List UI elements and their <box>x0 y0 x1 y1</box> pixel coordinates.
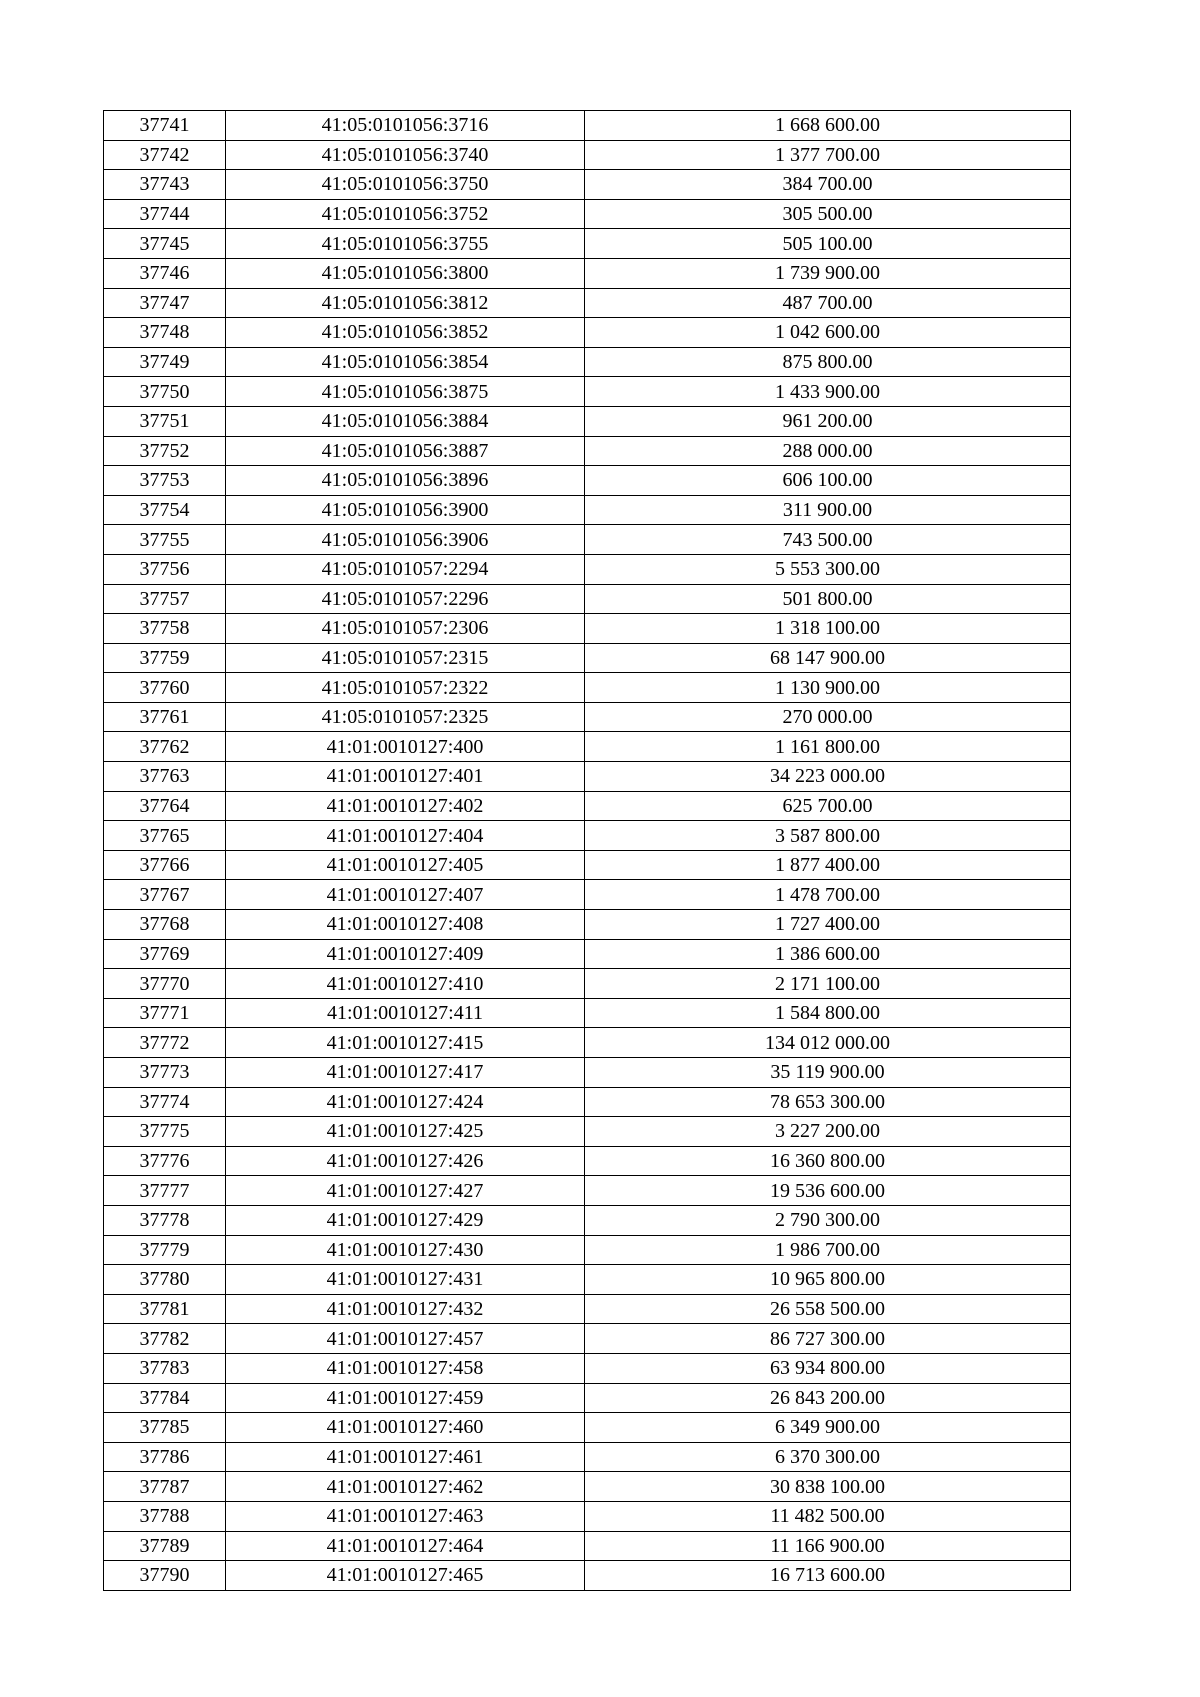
cadastral-number-cell: 41:01:0010127:429 <box>226 1205 585 1235</box>
row-number-cell: 37751 <box>104 406 226 436</box>
row-number-cell: 37743 <box>104 170 226 200</box>
table-row <box>104 288 1071 318</box>
table-row <box>104 140 1071 170</box>
cadastral-value-cell: 288 000.00 <box>585 436 1071 466</box>
table-row <box>104 1442 1071 1472</box>
cadastral-value-cell: 625 700.00 <box>585 791 1071 821</box>
row-number-cell: 37753 <box>104 466 226 496</box>
row-number-cell: 37777 <box>104 1176 226 1206</box>
cadastral-number-cell: 41:01:0010127:430 <box>226 1235 585 1265</box>
cadastral-number-cell: 41:05:0101057:2306 <box>226 614 585 644</box>
row-number-cell: 37779 <box>104 1235 226 1265</box>
cadastral-value-cell: 487 700.00 <box>585 288 1071 318</box>
cadastral-number-cell: 41:05:0101056:3884 <box>226 406 585 436</box>
table-row <box>104 495 1071 525</box>
cadastral-value-cell: 1 433 900.00 <box>585 377 1071 407</box>
table-row <box>104 998 1071 1028</box>
table-row <box>104 1028 1071 1058</box>
cadastral-number-cell: 41:05:0101056:3896 <box>226 466 585 496</box>
row-number-cell: 37745 <box>104 229 226 259</box>
cadastral-number-cell: 41:05:0101056:3900 <box>226 495 585 525</box>
cadastral-value-cell: 134 012 000.00 <box>585 1028 1071 1058</box>
table-row <box>104 732 1071 762</box>
cadastral-number-cell: 41:01:0010127:407 <box>226 880 585 910</box>
cadastral-value-cell: 1 986 700.00 <box>585 1235 1071 1265</box>
row-number-cell: 37758 <box>104 614 226 644</box>
row-number-cell: 37770 <box>104 969 226 999</box>
cadastral-number-cell: 41:01:0010127:404 <box>226 821 585 851</box>
cadastral-number-cell: 41:01:0010127:465 <box>226 1561 585 1591</box>
cadastral-value-cell: 2 790 300.00 <box>585 1205 1071 1235</box>
cadastral-value-cell: 10 965 800.00 <box>585 1265 1071 1295</box>
cadastral-number-cell: 41:05:0101056:3800 <box>226 258 585 288</box>
cadastral-value-cell: 1 318 100.00 <box>585 614 1071 644</box>
row-number-cell: 37778 <box>104 1205 226 1235</box>
row-number-cell: 37750 <box>104 377 226 407</box>
table-row <box>104 969 1071 999</box>
table-row <box>104 1383 1071 1413</box>
table-row <box>104 1087 1071 1117</box>
cadastral-value-cell: 1 727 400.00 <box>585 910 1071 940</box>
cadastral-value-cell: 11 166 900.00 <box>585 1531 1071 1561</box>
table-row <box>104 1413 1071 1443</box>
cadastral-number-cell: 41:01:0010127:424 <box>226 1087 585 1117</box>
cadastral-number-cell: 41:01:0010127:458 <box>226 1353 585 1383</box>
table-row <box>104 584 1071 614</box>
row-number-cell: 37787 <box>104 1472 226 1502</box>
table-row <box>104 436 1071 466</box>
cadastral-value-cell: 1 386 600.00 <box>585 939 1071 969</box>
table-row <box>104 702 1071 732</box>
cadastral-number-cell: 41:01:0010127:415 <box>226 1028 585 1058</box>
cadastral-number-cell: 41:05:0101057:2325 <box>226 702 585 732</box>
row-number-cell: 37768 <box>104 910 226 940</box>
table-row <box>104 673 1071 703</box>
cadastral-number-cell: 41:05:0101057:2296 <box>226 584 585 614</box>
row-number-cell: 37762 <box>104 732 226 762</box>
table-row <box>104 170 1071 200</box>
cadastral-value-cell: 961 200.00 <box>585 406 1071 436</box>
cadastral-number-cell: 41:01:0010127:464 <box>226 1531 585 1561</box>
row-number-cell: 37785 <box>104 1413 226 1443</box>
cadastral-number-cell: 41:01:0010127:411 <box>226 998 585 1028</box>
table-row <box>104 1205 1071 1235</box>
row-number-cell: 37775 <box>104 1117 226 1147</box>
cadastral-number-cell: 41:01:0010127:425 <box>226 1117 585 1147</box>
row-number-cell: 37759 <box>104 643 226 673</box>
table-row <box>104 347 1071 377</box>
cadastral-number-cell: 41:01:0010127:405 <box>226 850 585 880</box>
cadastral-value-cell: 1 377 700.00 <box>585 140 1071 170</box>
cadastral-value-cell: 68 147 900.00 <box>585 643 1071 673</box>
cadastral-value-cell: 63 934 800.00 <box>585 1353 1071 1383</box>
cadastral-value-cell: 6 370 300.00 <box>585 1442 1071 1472</box>
table-row <box>104 318 1071 348</box>
cadastral-number-cell: 41:01:0010127:431 <box>226 1265 585 1295</box>
row-number-cell: 37771 <box>104 998 226 1028</box>
cadastral-value-cell: 1 668 600.00 <box>585 111 1071 141</box>
cadastral-value-cell: 30 838 100.00 <box>585 1472 1071 1502</box>
cadastral-number-cell: 41:05:0101056:3716 <box>226 111 585 141</box>
row-number-cell: 37767 <box>104 880 226 910</box>
row-number-cell: 37769 <box>104 939 226 969</box>
table-row <box>104 1265 1071 1295</box>
cadastral-number-cell: 41:01:0010127:427 <box>226 1176 585 1206</box>
cadastral-value-cell: 606 100.00 <box>585 466 1071 496</box>
cadastral-value-cell: 26 843 200.00 <box>585 1383 1071 1413</box>
table-row <box>104 1058 1071 1088</box>
table-row <box>104 1235 1071 1265</box>
cadastral-number-cell: 41:01:0010127:410 <box>226 969 585 999</box>
table-row <box>104 1117 1071 1147</box>
cadastral-value-table <box>103 110 1071 1591</box>
cadastral-value-cell: 1 478 700.00 <box>585 880 1071 910</box>
row-number-cell: 37746 <box>104 258 226 288</box>
cadastral-number-cell: 41:01:0010127:401 <box>226 762 585 792</box>
cadastral-number-cell: 41:01:0010127:432 <box>226 1294 585 1324</box>
cadastral-value-cell: 505 100.00 <box>585 229 1071 259</box>
row-number-cell: 37754 <box>104 495 226 525</box>
cadastral-value-cell: 16 360 800.00 <box>585 1146 1071 1176</box>
cadastral-number-cell: 41:01:0010127:426 <box>226 1146 585 1176</box>
cadastral-number-cell: 41:05:0101056:3854 <box>226 347 585 377</box>
row-number-cell: 37756 <box>104 554 226 584</box>
table-row <box>104 1353 1071 1383</box>
table-row <box>104 1146 1071 1176</box>
cadastral-value-cell: 3 227 200.00 <box>585 1117 1071 1147</box>
cadastral-number-cell: 41:01:0010127:461 <box>226 1442 585 1472</box>
cadastral-number-cell: 41:01:0010127:408 <box>226 910 585 940</box>
table-row <box>104 1561 1071 1591</box>
row-number-cell: 37780 <box>104 1265 226 1295</box>
row-number-cell: 37789 <box>104 1531 226 1561</box>
table-row <box>104 1176 1071 1206</box>
cadastral-value-cell: 1 877 400.00 <box>585 850 1071 880</box>
cadastral-number-cell: 41:05:0101056:3812 <box>226 288 585 318</box>
cadastral-value-cell: 19 536 600.00 <box>585 1176 1071 1206</box>
table-row <box>104 525 1071 555</box>
row-number-cell: 37744 <box>104 199 226 229</box>
cadastral-number-cell: 41:05:0101056:3752 <box>226 199 585 229</box>
table-row <box>104 821 1071 851</box>
table-body <box>104 111 1071 1591</box>
table-row <box>104 229 1071 259</box>
table-row <box>104 762 1071 792</box>
row-number-cell: 37773 <box>104 1058 226 1088</box>
cadastral-value-cell: 26 558 500.00 <box>585 1294 1071 1324</box>
cadastral-number-cell: 41:05:0101056:3887 <box>226 436 585 466</box>
table-row <box>104 939 1071 969</box>
table-row <box>104 199 1071 229</box>
cadastral-number-cell: 41:01:0010127:417 <box>226 1058 585 1088</box>
cadastral-number-cell: 41:05:0101056:3750 <box>226 170 585 200</box>
cadastral-value-cell: 3 587 800.00 <box>585 821 1071 851</box>
row-number-cell: 37764 <box>104 791 226 821</box>
table-row <box>104 643 1071 673</box>
row-number-cell: 37741 <box>104 111 226 141</box>
row-number-cell: 37765 <box>104 821 226 851</box>
cadastral-value-cell: 270 000.00 <box>585 702 1071 732</box>
row-number-cell: 37748 <box>104 318 226 348</box>
row-number-cell: 37788 <box>104 1501 226 1531</box>
row-number-cell: 37749 <box>104 347 226 377</box>
table-row <box>104 850 1071 880</box>
cadastral-number-cell: 41:05:0101057:2294 <box>226 554 585 584</box>
cadastral-value-cell: 5 553 300.00 <box>585 554 1071 584</box>
cadastral-number-cell: 41:05:0101057:2322 <box>226 673 585 703</box>
cadastral-value-cell: 78 653 300.00 <box>585 1087 1071 1117</box>
row-number-cell: 37774 <box>104 1087 226 1117</box>
table-row <box>104 614 1071 644</box>
cadastral-number-cell: 41:01:0010127:459 <box>226 1383 585 1413</box>
cadastral-value-cell: 743 500.00 <box>585 525 1071 555</box>
table-row <box>104 791 1071 821</box>
table-row <box>104 406 1071 436</box>
cadastral-value-cell: 501 800.00 <box>585 584 1071 614</box>
cadastral-value-cell: 1 739 900.00 <box>585 258 1071 288</box>
cadastral-value-cell: 86 727 300.00 <box>585 1324 1071 1354</box>
table-row <box>104 910 1071 940</box>
cadastral-value-cell: 1 042 600.00 <box>585 318 1071 348</box>
cadastral-number-cell: 41:05:0101056:3906 <box>226 525 585 555</box>
cadastral-value-cell: 1 130 900.00 <box>585 673 1071 703</box>
cadastral-value-cell: 2 171 100.00 <box>585 969 1071 999</box>
cadastral-number-cell: 41:05:0101056:3875 <box>226 377 585 407</box>
row-number-cell: 37747 <box>104 288 226 318</box>
row-number-cell: 37781 <box>104 1294 226 1324</box>
table-row <box>104 1472 1071 1502</box>
row-number-cell: 37776 <box>104 1146 226 1176</box>
cadastral-number-cell: 41:05:0101057:2315 <box>226 643 585 673</box>
table-row <box>104 258 1071 288</box>
table-row <box>104 554 1071 584</box>
row-number-cell: 37763 <box>104 762 226 792</box>
cadastral-value-cell: 34 223 000.00 <box>585 762 1071 792</box>
cadastral-number-cell: 41:05:0101056:3755 <box>226 229 585 259</box>
row-number-cell: 37761 <box>104 702 226 732</box>
cadastral-value-cell: 305 500.00 <box>585 199 1071 229</box>
row-number-cell: 37772 <box>104 1028 226 1058</box>
row-number-cell: 37766 <box>104 850 226 880</box>
row-number-cell: 37790 <box>104 1561 226 1591</box>
cadastral-number-cell: 41:01:0010127:462 <box>226 1472 585 1502</box>
cadastral-number-cell: 41:01:0010127:402 <box>226 791 585 821</box>
table-row <box>104 880 1071 910</box>
cadastral-number-cell: 41:01:0010127:463 <box>226 1501 585 1531</box>
row-number-cell: 37782 <box>104 1324 226 1354</box>
row-number-cell: 37752 <box>104 436 226 466</box>
table-row <box>104 466 1071 496</box>
cadastral-value-cell: 1 584 800.00 <box>585 998 1071 1028</box>
table-row <box>104 111 1071 141</box>
cadastral-value-cell: 6 349 900.00 <box>585 1413 1071 1443</box>
row-number-cell: 37755 <box>104 525 226 555</box>
cadastral-number-cell: 41:01:0010127:460 <box>226 1413 585 1443</box>
row-number-cell: 37784 <box>104 1383 226 1413</box>
cadastral-value-cell: 16 713 600.00 <box>585 1561 1071 1591</box>
cadastral-number-cell: 41:05:0101056:3852 <box>226 318 585 348</box>
row-number-cell: 37786 <box>104 1442 226 1472</box>
table-row <box>104 377 1071 407</box>
row-number-cell: 37742 <box>104 140 226 170</box>
cadastral-number-cell: 41:01:0010127:409 <box>226 939 585 969</box>
cadastral-number-cell: 41:01:0010127:400 <box>226 732 585 762</box>
table-row <box>104 1501 1071 1531</box>
row-number-cell: 37760 <box>104 673 226 703</box>
cadastral-number-cell: 41:05:0101056:3740 <box>226 140 585 170</box>
cadastral-value-cell: 311 900.00 <box>585 495 1071 525</box>
cadastral-value-cell: 1 161 800.00 <box>585 732 1071 762</box>
cadastral-value-cell: 384 700.00 <box>585 170 1071 200</box>
cadastral-value-cell: 35 119 900.00 <box>585 1058 1071 1088</box>
cadastral-value-cell: 875 800.00 <box>585 347 1071 377</box>
table-row <box>104 1324 1071 1354</box>
cadastral-value-cell: 11 482 500.00 <box>585 1501 1071 1531</box>
row-number-cell: 37783 <box>104 1353 226 1383</box>
table-row <box>104 1294 1071 1324</box>
table-row <box>104 1531 1071 1561</box>
cadastral-number-cell: 41:01:0010127:457 <box>226 1324 585 1354</box>
row-number-cell: 37757 <box>104 584 226 614</box>
